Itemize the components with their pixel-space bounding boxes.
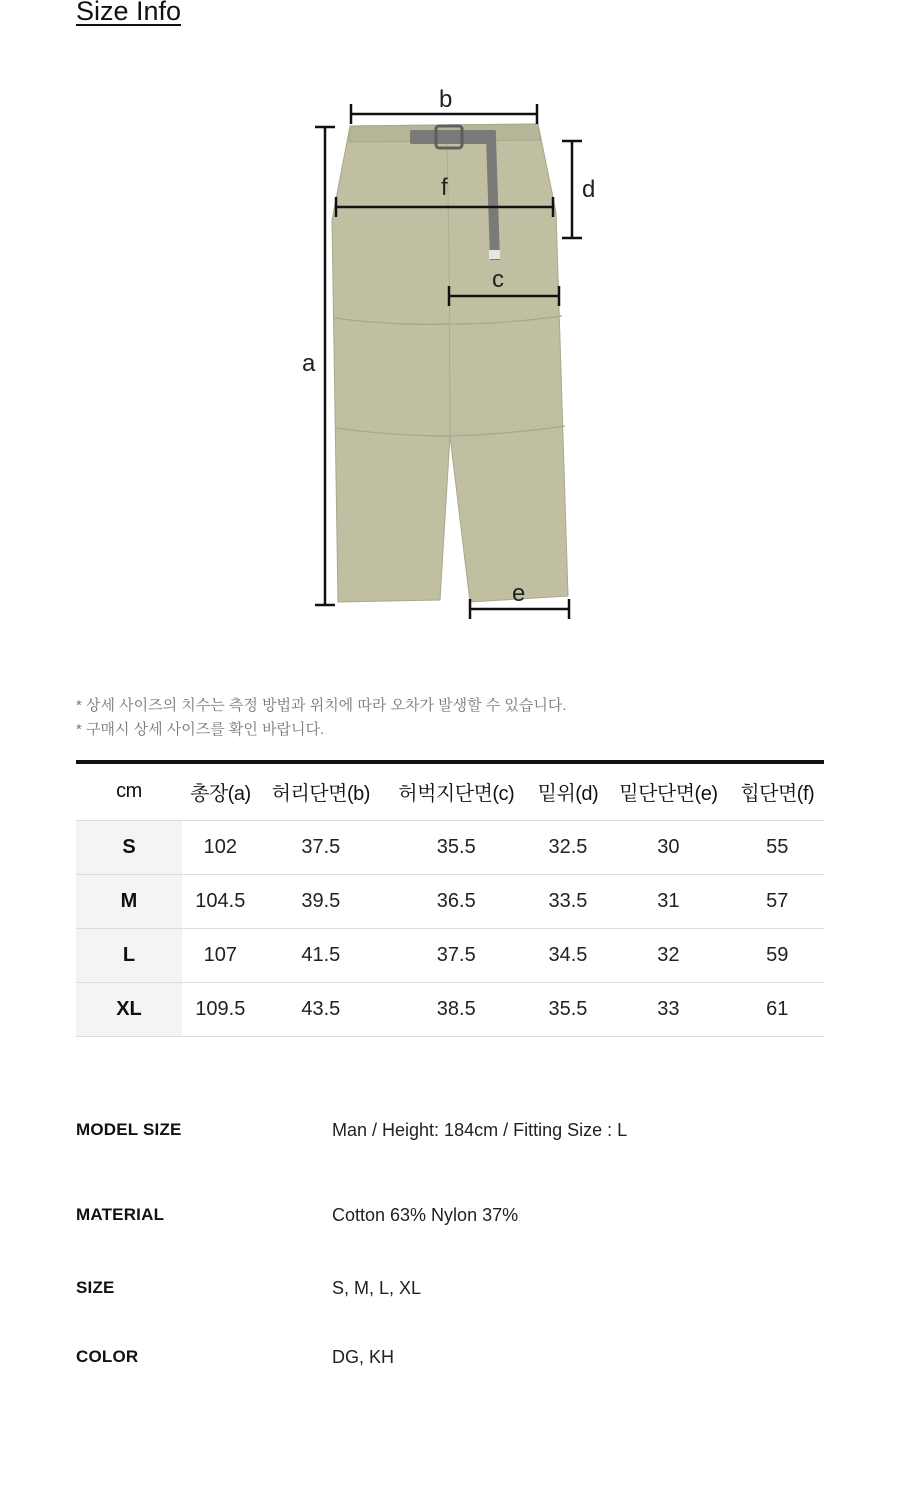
header-hip: 힙단면(f) (731, 762, 824, 820)
table-cell: 36.5 (383, 874, 530, 928)
header-rise: 밑위(d) (530, 762, 607, 820)
table-cell: 109.5 (182, 982, 259, 1036)
header-thigh: 허벅지단면(c) (383, 762, 530, 820)
spec-label: SIZE (76, 1278, 115, 1297)
spec-value: Cotton 63% Nylon 37% (332, 1205, 519, 1225)
table-row (76, 874, 824, 928)
table-cell: 104.5 (182, 874, 259, 928)
spec-row-color (76, 1347, 824, 1377)
table-cell: 107 (182, 928, 259, 982)
table-cell: 102 (182, 820, 259, 874)
table-cell: 33 (606, 982, 730, 1036)
note-line: * 구매시 상세 사이즈를 확인 바랍니다. (76, 721, 325, 738)
page-title: Size Info (76, 0, 182, 26)
header-hem: 밑단단면(e) (606, 762, 730, 820)
dim-label-f: f (441, 174, 448, 201)
dim-label-d: d (582, 176, 596, 203)
table-cell: 55 (731, 820, 824, 874)
table-cell: 37.5 (259, 820, 383, 874)
header-waist: 허리단면(b) (259, 762, 383, 820)
size-cell: S (76, 820, 182, 874)
spec-label: MODEL SIZE (76, 1120, 182, 1139)
table-cell: 30 (606, 820, 730, 874)
spec-row-size (76, 1278, 824, 1308)
table-cell: 61 (731, 982, 824, 1036)
spec-label: COLOR (76, 1347, 139, 1366)
table-cell: 38.5 (383, 982, 530, 1036)
table-cell: 37.5 (383, 928, 530, 982)
table-row (76, 928, 824, 982)
spec-value: S, M, L, XL (332, 1278, 422, 1298)
pants-illustration (0, 80, 900, 640)
table-cell: 32.5 (530, 820, 607, 874)
table-header-row (76, 762, 824, 820)
note-line: * 상세 사이즈의 치수는 측정 방법과 위치에 따라 오차가 발생할 수 있습니다. (76, 697, 567, 714)
belt-strap (410, 130, 496, 144)
dim-label-b: b (439, 86, 453, 113)
dim-label-a: a (302, 350, 316, 377)
table-row (76, 982, 824, 1036)
header-unit: cm (76, 762, 182, 820)
size-table (76, 760, 824, 1037)
table-cell: 34.5 (530, 928, 607, 982)
size-cell: XL (76, 982, 182, 1036)
table-cell: 31 (606, 874, 730, 928)
table-row (76, 820, 824, 874)
spec-row-material (76, 1205, 824, 1235)
measurement-notes (76, 694, 567, 742)
table-cell: 35.5 (530, 982, 607, 1036)
dim-label-c: c (492, 266, 504, 293)
size-cell: M (76, 874, 182, 928)
spec-value: DG, KH (332, 1347, 395, 1367)
table-cell: 59 (731, 928, 824, 982)
spec-row-model-size (76, 1120, 824, 1150)
spec-label: MATERIAL (76, 1205, 165, 1224)
table-cell: 39.5 (259, 874, 383, 928)
table-cell: 32 (606, 928, 730, 982)
table-cell: 41.5 (259, 928, 383, 982)
dim-label-e: e (512, 580, 526, 607)
size-cell: L (76, 928, 182, 982)
header-total-length: 총장(a) (182, 762, 259, 820)
table-cell: 43.5 (259, 982, 383, 1036)
pants-measurement-diagram (0, 80, 900, 640)
table-cell: 35.5 (383, 820, 530, 874)
spec-value: Man / Height: 184cm / Fitting Size : L (332, 1120, 628, 1140)
table-cell: 57 (731, 874, 824, 928)
table-cell: 33.5 (530, 874, 607, 928)
